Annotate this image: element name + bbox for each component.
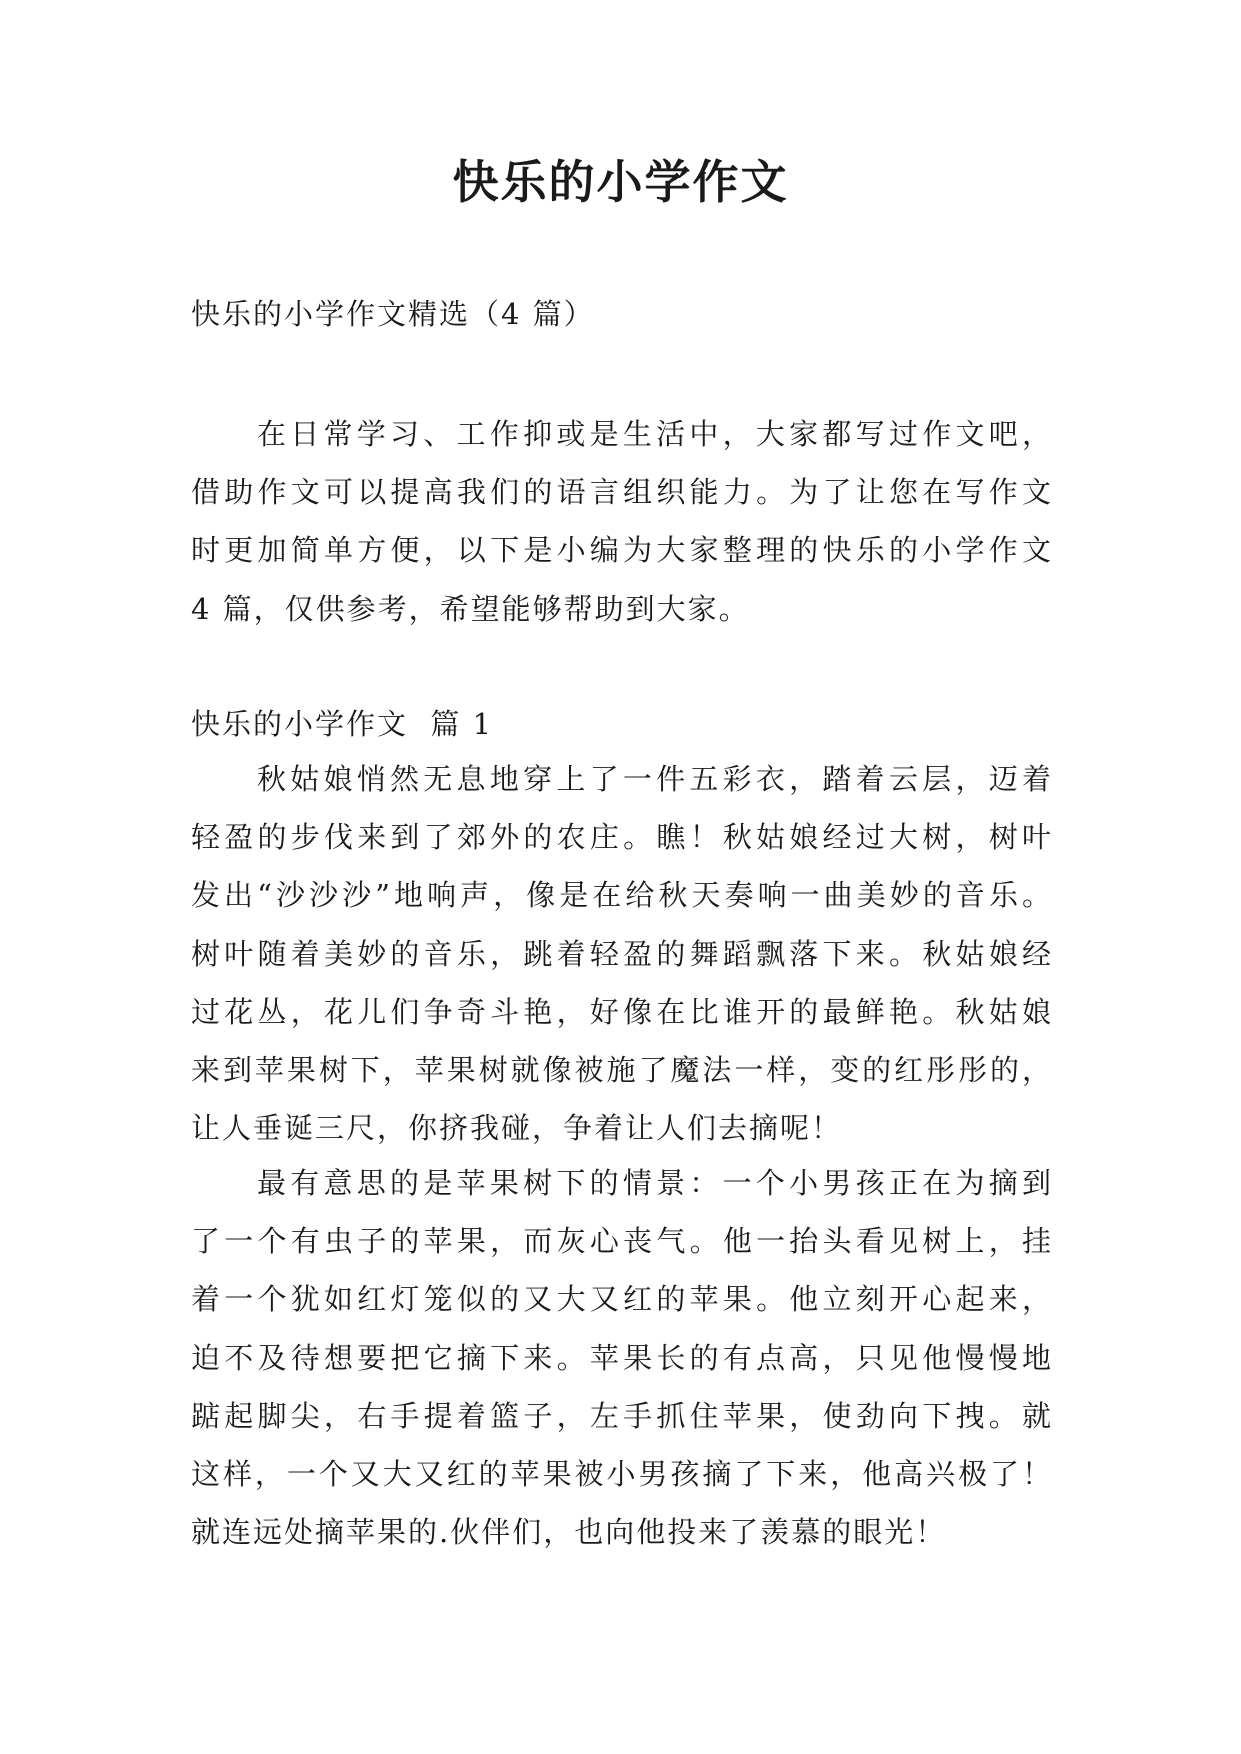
paragraph-line: 轻盈的步伐来到了郊外的农庄。瞧！秋姑娘经过大树，树叶	[191, 820, 1053, 855]
paragraph-line: 就连远处摘苹果的.伙伴们，也向他投来了羡慕的眼光！	[191, 1515, 947, 1550]
intro-line: 在日常学习、工作抑或是生活中，大家都写过作文吧，	[257, 417, 1053, 451]
paragraph-line: 这样，一个又大又红的苹果被小男孩摘了下来，他高兴极了！	[191, 1456, 1053, 1491]
intro-line: 借助作文可以提高我们的语言组织能力。为了让您在写作文	[191, 475, 1053, 510]
paragraph-line: 发出“沙沙沙”地响声，像是在给秋天奏响一曲美妙的音乐。	[191, 878, 1053, 913]
section-heading: 快乐的小学作文 篇 1	[191, 707, 494, 741]
paragraph-line: 树叶随着美妙的音乐，跳着轻盈的舞蹈飘落下来。秋姑娘经	[191, 936, 1053, 971]
paragraph-line: 来到苹果树下，苹果树就像被施了魔法一样，变的红彤彤的，	[191, 1052, 1053, 1087]
paragraph-line: 着一个犹如红灯笼似的又大又红的苹果。他立刻开心起来，	[191, 1282, 1053, 1317]
intro-line: 4 篇，仅供参考，希望能够帮助到大家。	[191, 591, 750, 626]
essay-paragraph-2	[191, 1154, 1053, 1561]
intro-paragraph	[191, 405, 1053, 638]
paragraph-line: 迫不及待想要把它摘下来。苹果长的有点高，只见他慢慢地	[191, 1340, 1053, 1375]
paragraph-line: 踮起脚尖，右手提着篮子，左手抓住苹果，使劲向下拽。就	[191, 1398, 1053, 1433]
paragraph-line: 了一个有虫子的苹果，而灰心丧气。他一抬头看见树上，挂	[191, 1224, 1053, 1259]
document-title: 快乐的小学作文	[452, 155, 789, 209]
paragraph-line: 最有意思的是苹果树下的情景：一个小男孩正在为摘到	[257, 1166, 1053, 1200]
essay-paragraph-1	[191, 750, 1053, 1157]
intro-line: 时更加简单方便，以下是小编为大家整理的快乐的小学作文	[191, 533, 1053, 568]
paragraph-line: 过花丛，花儿们争奇斗艳，好像在比谁开的最鲜艳。秋姑娘	[191, 994, 1053, 1029]
paragraph-line: 秋姑娘悄然无息地穿上了一件五彩衣，踏着云层，迈着	[257, 762, 1053, 796]
paragraph-line: 让人垂诞三尺，你挤我碰，争着让人们去摘呢！	[191, 1111, 843, 1146]
document-subtitle: 快乐的小学作文精选（4 篇）	[191, 297, 595, 331]
